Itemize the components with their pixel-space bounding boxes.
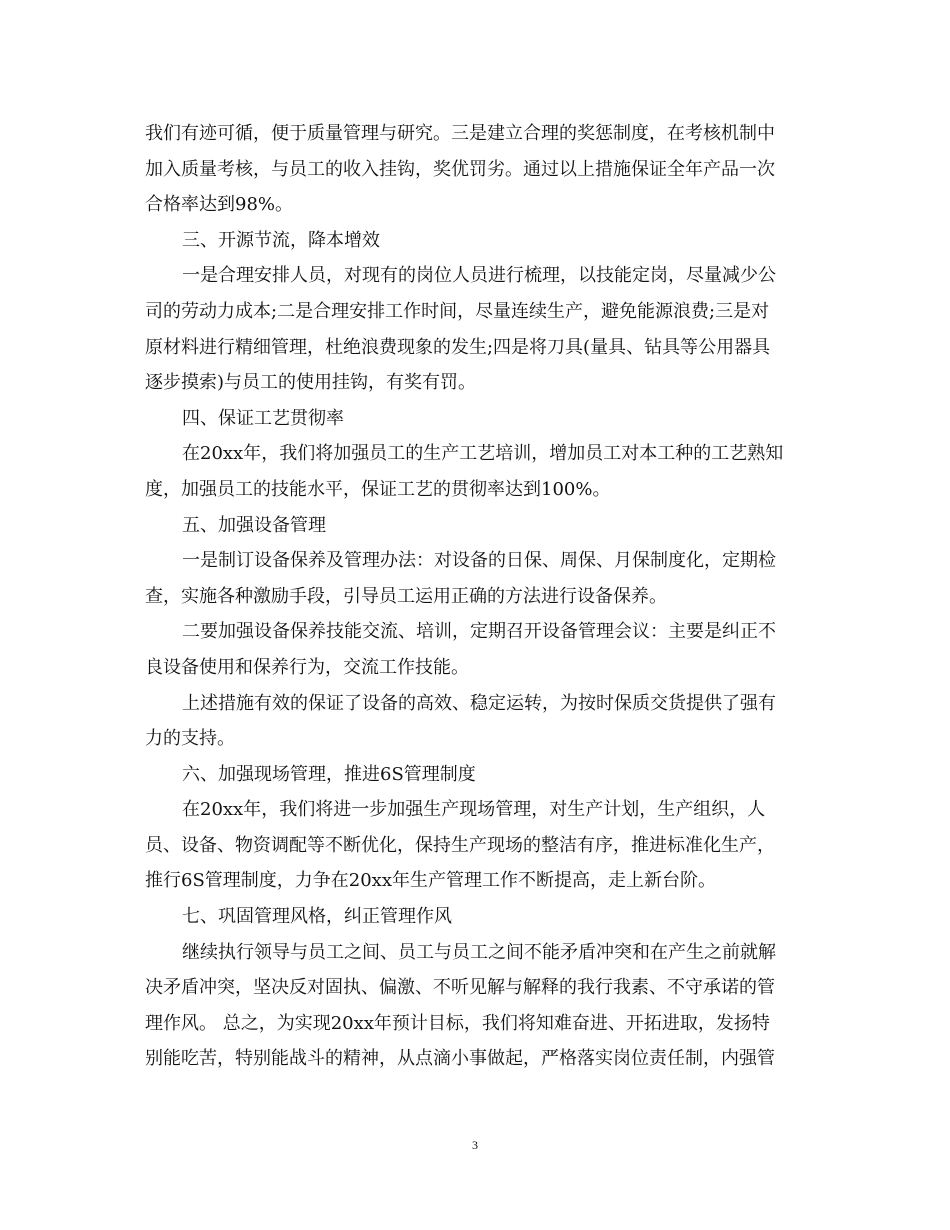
body-text-line: 度，加强员工的技能水平，保证工艺的贯彻率达到100%。 [145,478,611,500]
body-text-line: 加入质量考核，与员工的收入挂钩，奖优罚劣。通过以上措施保证全年产品一次 [145,158,775,180]
body-text-line: 司的劳动力成本;二是合理安排工作时间，尽量连续生产，避免能源浪费;三是对 [145,300,770,322]
paragraph-first-line: 继续执行领导与员工之间、员工与员工之间不能矛盾冲突和在产生之前就解 [182,941,776,963]
body-text-line: 逐步摸索)与员工的使用挂钩，有奖有罚。 [145,372,477,394]
section-heading: 五、加强设备管理 [182,514,326,536]
body-text-line: 决矛盾冲突，坚决反对固执、偏激、不听见解与解释的我行我素、不守承诺的管 [145,977,775,999]
body-text-line: 推行6S管理制度，力争在20xx年生产管理工作不断提高，走上新台阶。 [145,870,716,892]
section-heading: 六、加强现场管理，推进6S管理制度 [182,763,476,785]
paragraph-first-line: 二要加强设备保养技能交流、培训，定期召开设备管理会议：主要是纠正不 [182,621,776,643]
paragraph-first-line: 在20xx年，我们将加强员工的生产工艺培训，增加员工对本工种的工艺熟知 [182,443,784,465]
body-text-line: 合格率达到98%。 [145,194,294,216]
paragraph-first-line: 一是制订设备保养及管理办法：对设备的日保、周保、月保制度化，定期检 [182,550,776,572]
body-text-line: 别能吃苦，特别能战斗的精神，从点滴小事做起，严格落实岗位责任制，内强管 [145,1048,775,1070]
paragraph-first-line: 上述措施有效的保证了设备的高效、稳定运转，为按时保质交货提供了强有 [182,692,776,714]
paragraph-first-line: 一是合理安排人员，对现有的岗位人员进行梳理，以技能定岗，尽量减少公 [182,265,776,287]
body-text-line: 良设备使用和保养行为，交流工作技能。 [145,656,469,678]
body-text-line: 理作风。 总之，为实现20xx年预计目标，我们将知难奋进、开拓进取，发扬特 [145,1012,770,1034]
body-text-line: 原材料进行精细管理，杜绝浪费现象的发生;四是将刀具(量具、钻具等公用器具 [145,336,771,358]
body-text-line: 员、设备、物资调配等不断优化，保持生产现场的整洁有序，推进标准化生产， [145,834,775,856]
section-heading: 三、开源节流，降本增效 [182,229,380,251]
body-text-line: 力的支持。 [145,728,235,750]
document-body [145,116,805,1077]
body-text-line: 我们有迹可循，便于质量管理与研究。三是建立合理的奖惩制度，在考核机制中 [145,123,775,144]
section-heading: 四、保证工艺贯彻率 [182,407,344,429]
body-text-line: 查，实施各种激励手段，引导员工运用正确的方法进行设备保养。 [145,585,667,607]
paragraph-first-line: 在20xx年，我们将进一步加强生产现场管理，对生产计划，生产组织，人 [182,799,766,821]
section-heading: 七、巩固管理风格，纠正管理作风 [182,906,452,928]
page-number: 3 [472,1138,478,1152]
